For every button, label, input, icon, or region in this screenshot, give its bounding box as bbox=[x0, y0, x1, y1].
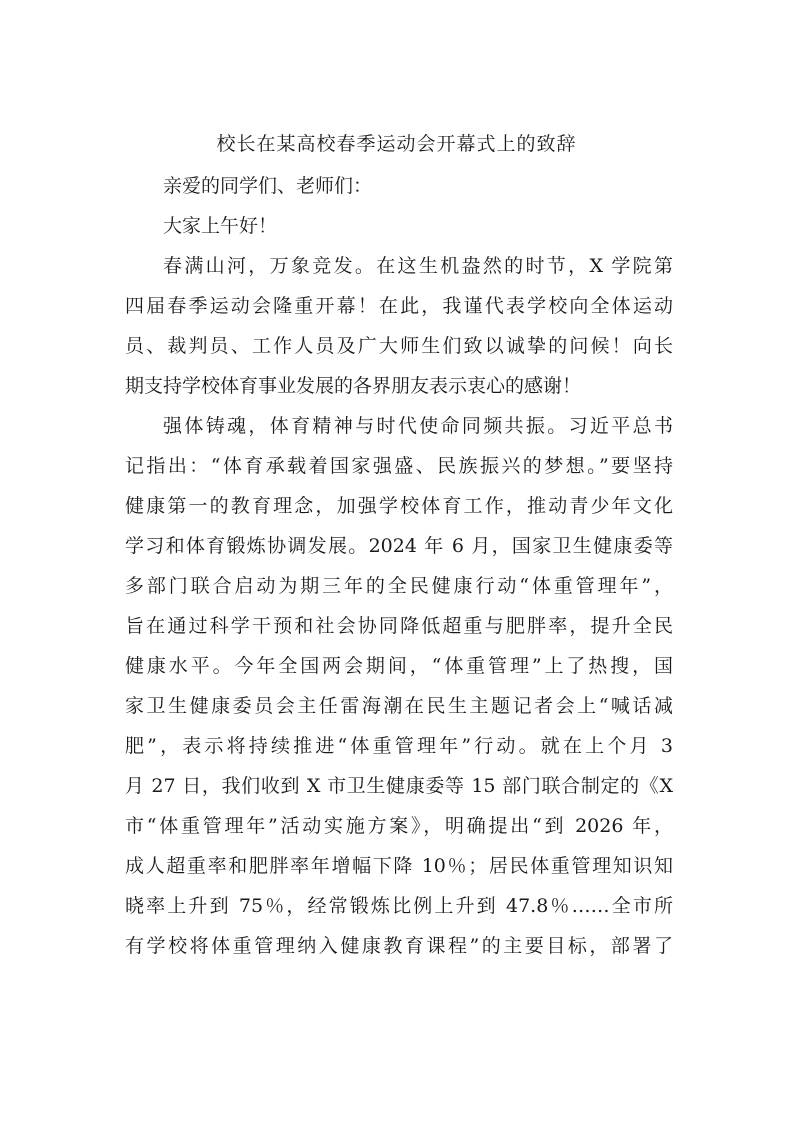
paragraph-2-line: 有学校将体重管理纳入健康教育课程”的主要目标，部署了 bbox=[125, 935, 673, 957]
paragraph-2-line: 月 27 日，我们收到 X 市卫生健康委等 15 部门联合制定的《X bbox=[125, 775, 673, 797]
paragraph-2-line: 多部门联合启动为期三年的全民健康行动“体重管理年”， bbox=[125, 575, 673, 597]
paragraph-2-line: 学习和体育锻炼协调发展。2024 年 6 月，国家卫生健康委等 bbox=[125, 535, 673, 557]
paragraph-1-line: 期支持学校体育事业发展的各界朋友表示衷心的感谢！ bbox=[125, 375, 582, 397]
paragraph-2-line: 强体铸魂，体育精神与时代使命同频共振。习近平总书 bbox=[163, 415, 673, 437]
paragraph-1-line: 员、裁判员、工作人员及广大师生们致以诚挚的问候！向长 bbox=[125, 335, 673, 357]
paragraph-1-line: 四届春季运动会隆重开幕！在此，我谨代表学校向全体运动 bbox=[125, 295, 673, 317]
paragraph-2-line: 肥”，表示将持续推进“体重管理年”行动。就在上个月 3 bbox=[125, 735, 673, 757]
paragraph-2-line: 家卫生健康委员会主任雷海潮在民生主题记者会上“喊话减 bbox=[125, 695, 673, 717]
salutation-line: 亲爱的同学们、老师们： bbox=[163, 175, 373, 197]
document-body bbox=[125, 166, 673, 966]
paragraph-2-line: 成人超重率和肥胖率年增幅下降 10％；居民体重管理知识知 bbox=[125, 855, 673, 877]
paragraph-2-line: 旨在通过科学干预和社会协同降低超重与肥胖率，提升全民 bbox=[125, 615, 673, 637]
greeting-line: 大家上午好！ bbox=[163, 215, 278, 237]
paragraph-2-line: 健康第一的教育理念，加强学校体育工作，推动青少年文化 bbox=[125, 495, 673, 517]
paragraph-2-line: 记指出：“体育承载着国家强盛、民族振兴的梦想。”要坚持 bbox=[125, 455, 673, 477]
paragraph-2-line: 市“体重管理年”活动实施方案》，明确提出“到 2026 年， bbox=[125, 815, 673, 837]
paragraph-2-line: 晓率上升到 75％，经常锻炼比例上升到 47.8％……全市所 bbox=[125, 895, 673, 917]
paragraph-2-line: 健康水平。今年全国两会期间，“体重管理”上了热搜，国 bbox=[125, 655, 673, 677]
document-title: 校长在某高校春季运动会开幕式上的致辞 bbox=[216, 133, 577, 155]
paragraph-1-line: 春满山河，万象竞发。在这生机盎然的时节，X 学院第 bbox=[163, 255, 673, 277]
